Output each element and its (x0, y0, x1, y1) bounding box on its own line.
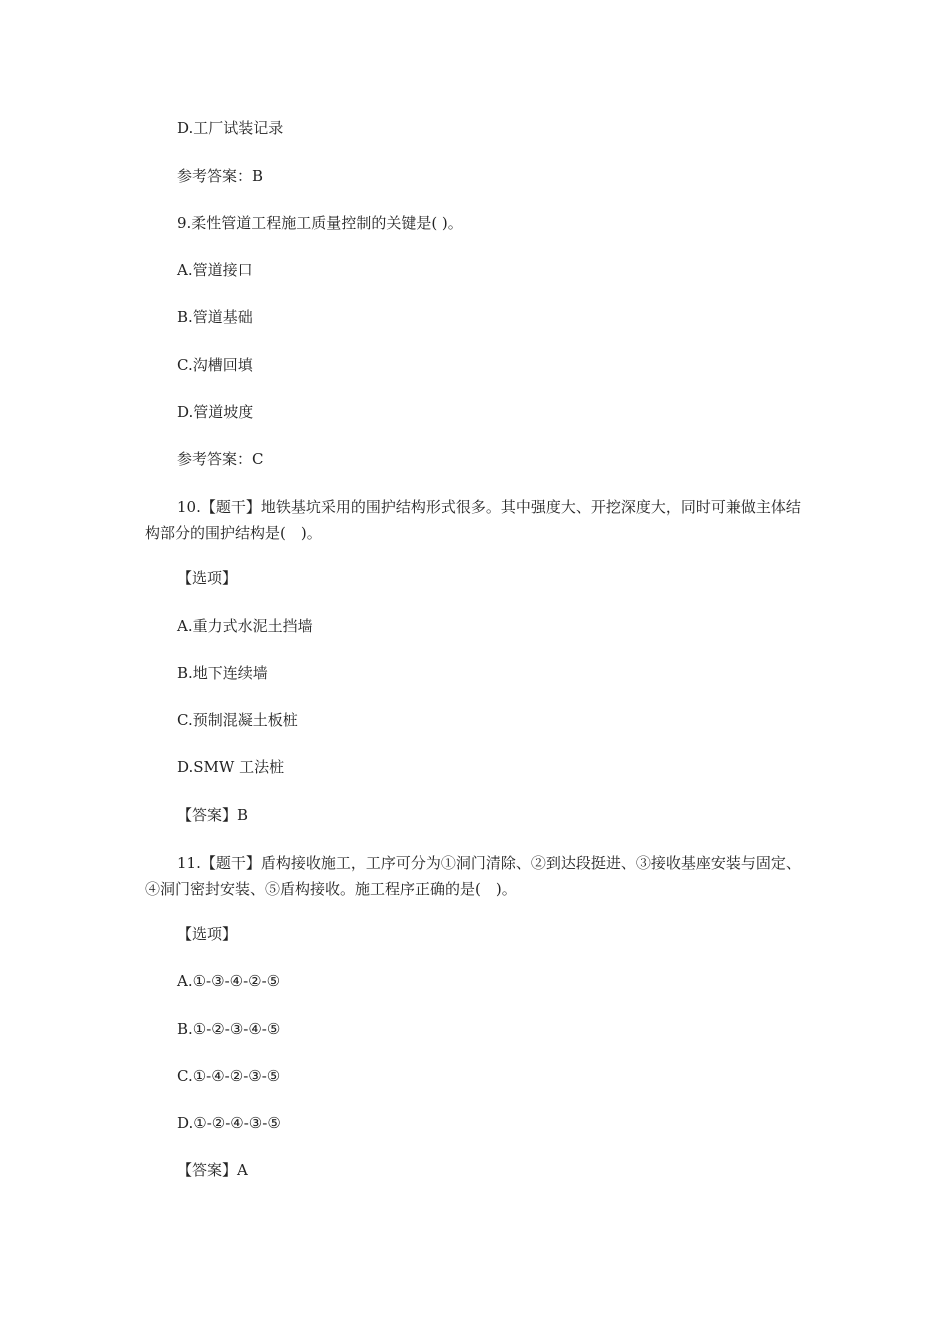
q9-option-c: C.沟槽回填 (177, 356, 253, 374)
q9-answer: 参考答案：C (177, 450, 264, 468)
q8-answer: 参考答案：B (177, 167, 264, 185)
q10-stem: 10.【题干】地铁基坑采用的围护结构形式很多。其中强度大、开挖深度大，同时可兼做主体结构部分的围护结构是( )。 (145, 498, 801, 542)
q9-option-a: A.管道接口 (177, 261, 253, 279)
q11-stem: 11.【题干】盾构接收施工，工序可分为①洞门清除、②到达段挺进、③接收基座安装与固定、④洞门密封安装、⑤盾构接收。施工程序正确的是( )。 (145, 854, 801, 898)
q10-options-label: 【选项】 (177, 569, 238, 587)
q11-option-d: D.①-②-④-③-⑤ (177, 1114, 281, 1132)
q11-option-a: A.①-③-④-②-⑤ (177, 972, 281, 990)
q9-option-b: B.管道基础 (177, 308, 253, 326)
q10-option-d: D.SMW 工法桩 (177, 758, 285, 776)
q11-option-b: B.①-②-③-④-⑤ (177, 1020, 281, 1038)
q11-answer: 【答案】A (177, 1161, 248, 1179)
q11-options-label: 【选项】 (177, 925, 238, 943)
q10-option-b: B.地下连续墙 (177, 664, 268, 682)
q10-option-c: C.预制混凝土板桩 (177, 711, 298, 729)
q10-option-a: A.重力式水泥土挡墙 (177, 617, 313, 635)
q9-option-d: D.管道坡度 (177, 403, 254, 421)
q8-option-d: D.工厂试装记录 (177, 119, 284, 137)
q11-option-c: C.①-④-②-③-⑤ (177, 1067, 281, 1085)
q9-stem: 9.柔性管道工程施工质量控制的关键是( )。 (177, 214, 463, 232)
q10-answer: 【答案】B (177, 806, 249, 824)
